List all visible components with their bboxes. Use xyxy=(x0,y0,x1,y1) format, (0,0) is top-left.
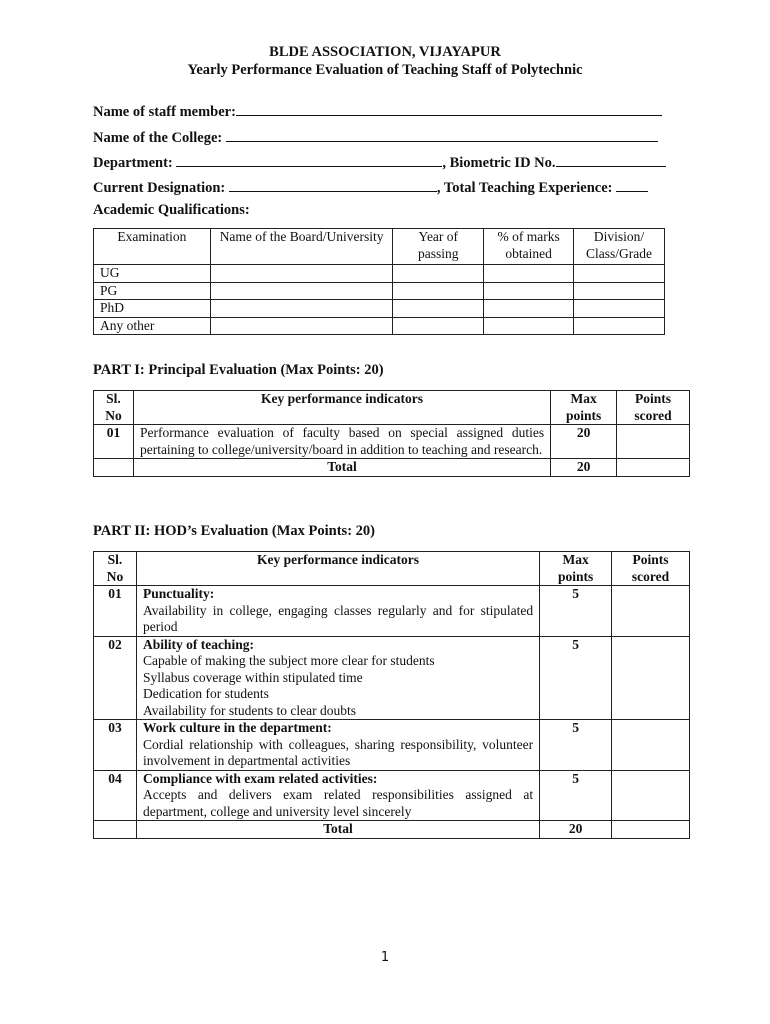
exam-header: Examination xyxy=(94,229,211,265)
table-row xyxy=(94,300,665,318)
kpi-line: Syllabus coverage within stipulated time xyxy=(142,669,363,685)
org-title: BLDE ASSOCIATION, VIJAYAPUR xyxy=(269,44,501,60)
total-label: Total xyxy=(136,821,539,839)
sl-number: 01 xyxy=(94,586,137,637)
table-row xyxy=(94,282,665,300)
part1-header-row xyxy=(94,391,690,425)
department-line[interactable] xyxy=(176,152,442,167)
table-row xyxy=(94,425,690,459)
designation-label: Current Designation: xyxy=(93,180,226,196)
biometric-line[interactable] xyxy=(556,152,666,167)
kpi-cell xyxy=(136,586,539,637)
designation-line[interactable] xyxy=(229,177,437,192)
table-row xyxy=(94,770,690,821)
table-row xyxy=(94,586,690,637)
kpi-cell xyxy=(136,720,539,771)
department-label: Department: xyxy=(93,155,173,171)
kpi-title: Ability of teaching: xyxy=(142,636,254,652)
marks-header: % of marks obtained xyxy=(484,229,574,265)
qualifications-table xyxy=(93,228,665,335)
exam-pg: PG xyxy=(94,282,211,300)
part1-table xyxy=(93,390,690,477)
sl-header: Sl. No xyxy=(94,552,137,586)
points-scored-cell[interactable] xyxy=(612,720,690,771)
total-row xyxy=(94,459,690,477)
max-points: 20 xyxy=(551,425,617,459)
max-points: 5 xyxy=(540,770,612,821)
total-row xyxy=(94,821,690,839)
total-label: Total xyxy=(133,459,550,477)
kpi-cell xyxy=(136,636,539,720)
kpi-title: Compliance with exam related activities: xyxy=(142,770,378,786)
points-scored-cell[interactable] xyxy=(612,586,690,637)
points-scored-cell[interactable] xyxy=(612,636,690,720)
points-scored-cell[interactable] xyxy=(612,770,690,821)
max-points: 5 xyxy=(540,636,612,720)
table-row xyxy=(94,265,665,283)
kpi-line: Cordial relationship with colleagues, sharing responsibility, volunteer involvement in departmental activities xyxy=(142,736,534,768)
points-scored-cell[interactable] xyxy=(617,425,690,459)
kpi-title: Work culture in the department: xyxy=(142,720,332,735)
max-points: 5 xyxy=(540,720,612,771)
total-scored-cell[interactable] xyxy=(612,821,690,839)
part2-heading: PART II: HOD’s Evaluation (Max Points: 20) xyxy=(93,523,375,539)
staff-name-line[interactable] xyxy=(236,101,662,116)
kpi-line: Dedication for students xyxy=(142,686,269,701)
table-row xyxy=(94,317,665,335)
kpi-header: Key performance indicators xyxy=(136,552,539,586)
max-header: Max points xyxy=(551,391,617,425)
college-field xyxy=(93,127,658,145)
kpi-line: Accepts and delivers exam related responsibilities assigned at department, college and university level sincerely xyxy=(142,787,534,819)
max-header: Max points xyxy=(540,552,612,586)
experience-line[interactable] xyxy=(616,177,648,192)
page-number: 1 xyxy=(380,950,390,965)
kpi-line: Availability in college, engaging classes regularly and for stipulated period xyxy=(142,602,534,634)
sl-number: 01 xyxy=(94,425,134,459)
college-label: Name of the College: xyxy=(93,130,223,146)
total-value: 20 xyxy=(540,821,612,839)
table-row xyxy=(94,636,690,720)
designation-field xyxy=(93,177,648,195)
division-header: Division/ Class/Grade xyxy=(574,229,665,265)
sl-number: 04 xyxy=(94,770,137,821)
staff-name-field xyxy=(93,101,662,119)
scored-header: Points scored xyxy=(612,552,690,586)
department-field xyxy=(93,152,666,170)
experience-label: , Total Teaching Experience: xyxy=(436,180,613,196)
kpi-cell xyxy=(136,770,539,821)
table-row xyxy=(94,720,690,771)
part2-table xyxy=(93,551,690,839)
kpi-header: Key performance indicators xyxy=(133,391,550,425)
biometric-label: , Biometric ID No. xyxy=(442,155,556,171)
max-points: 5 xyxy=(540,586,612,637)
sl-number: 03 xyxy=(94,720,137,771)
kpi-line: Availability for students to clear doubts xyxy=(142,702,357,718)
kpi-text: Performance evaluation of faculty based on special assigned duties pertaining to college/university/board in addition to teaching and research. xyxy=(133,425,550,459)
exam-other: Any other xyxy=(94,317,211,335)
staff-name-label: Name of staff member: xyxy=(93,104,236,120)
sl-number: 02 xyxy=(94,636,137,720)
kpi-title: Punctuality: xyxy=(142,586,215,601)
total-scored-cell[interactable] xyxy=(617,459,690,477)
scored-header: Points scored xyxy=(617,391,690,425)
year-header: Year of passing xyxy=(393,229,484,265)
exam-phd: PhD xyxy=(94,300,211,318)
total-value: 20 xyxy=(551,459,617,477)
college-line[interactable] xyxy=(226,127,658,142)
exam-ug: UG xyxy=(94,265,211,283)
academic-heading: Academic Qualifications: xyxy=(93,202,250,218)
part2-header-row xyxy=(94,552,690,586)
kpi-line: Capable of making the subject more clear for students xyxy=(142,653,435,668)
qualifications-header-row xyxy=(94,229,665,265)
form-subtitle: Yearly Performance Evaluation of Teaching Staff of Polytechnic xyxy=(187,62,583,78)
board-header: Name of the Board/University xyxy=(210,229,393,265)
sl-header: Sl. No xyxy=(94,391,134,425)
part1-heading: PART I: Principal Evaluation (Max Points: 20) xyxy=(93,362,384,378)
